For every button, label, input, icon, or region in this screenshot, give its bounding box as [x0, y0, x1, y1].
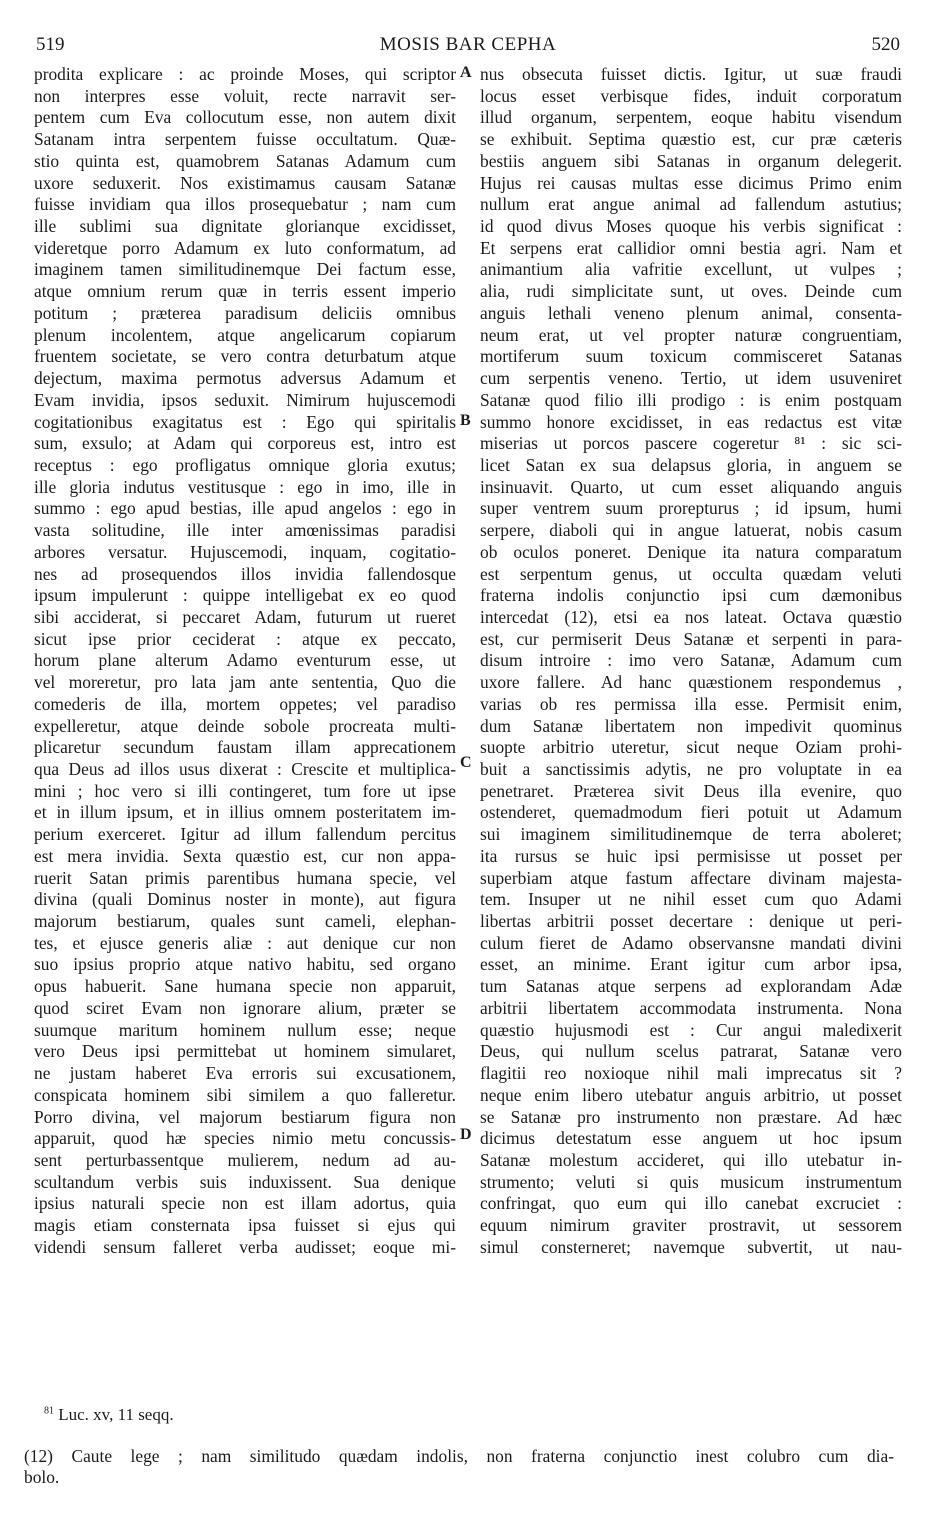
- left-column-line: vel moreretur, pro lata jam ante sententia, Quo die: [34, 672, 456, 693]
- right-column-line: Satanæ molestum accideret, qui illo utebatur in-: [480, 1149, 902, 1170]
- right-column-line: libertas arbitrii posset decertare : denique ut peri-: [480, 911, 902, 932]
- right-column-line: anguis lethali veneno plenum animal, consenta-: [480, 302, 902, 323]
- right-column-line: dum Satanæ libertatem non impedivit quominus: [480, 715, 902, 736]
- left-column-line: scultandum verbis suis induxissent. Sua denique: [34, 1171, 456, 1192]
- left-column-line: quod sciret Evam non ignorare alium, præter se: [34, 997, 456, 1018]
- left-column-line: expelleretur, atque deinde sobole procreata multi-: [34, 715, 456, 736]
- right-column-line: ita rursus se huic ipsi permisisse ut posset per: [480, 845, 902, 866]
- left-column-line: qua Deus ad illos usus dixerat : Crescite et multiplica-: [34, 759, 456, 779]
- left-column-line: sum, exsulo; at Adam qui corporeus est, intro est: [34, 433, 456, 454]
- right-column-line: Satanæ quod filio illi prodigo : is enim postquam: [480, 389, 902, 410]
- right-column-line: tum Satanas atque serpens ad explorandam Adæ: [480, 976, 902, 997]
- left-column-line: stio quinta est, quamobrem Satanas Adamum cum: [34, 150, 456, 171]
- right-column-line: esset, an minime. Erant igitur cum arbor ipsa,: [480, 954, 902, 975]
- right-column-line: est serpentum genus, ut occulta quædam veluti: [480, 563, 902, 584]
- right-column-line: arbitrii libertatem accommodata instrumenta. Nona: [480, 997, 902, 1018]
- left-column-line: imaginem tamen similitudinemque Dei factum esse,: [34, 259, 456, 280]
- margin-letter-b: B: [460, 412, 471, 429]
- right-column-line: disum introire : imo vero Satanæ, Adamum cum: [480, 650, 902, 671]
- margin-letter-a: A: [460, 64, 472, 81]
- left-column-line: comederis de illa, mortem oppetes; vel paradiso: [34, 693, 456, 714]
- left-column-line: uxore seduxerit. Nos existimamus causam Satanæ: [34, 172, 456, 193]
- left-column-line: ne justam haberet Eva erroris sui excusationem,: [34, 1063, 456, 1084]
- right-column-line: nullum erat angue animal ad fallendum astutius;: [480, 194, 902, 215]
- left-column-line: arbores versatur. Hujuscemodi, inquam, cogitatio-: [34, 541, 456, 562]
- footnote-12-line: (12) Caute lege ; nam similitudo quædam indolis, non fraterna conjunctio inest colubro cum dia-: [24, 1446, 894, 1466]
- right-column-line: superbiam atque fastum affectare divinam majesta-: [480, 867, 902, 888]
- right-column-line: se exhibuit. Septima quæstio est, cur præ cæteris: [480, 129, 902, 150]
- left-column-line: ipsius naturali specie non est illam adortus, quia: [34, 1193, 456, 1214]
- right-column-line: nus obsecuta fuisset dictis. Igitur, ut suæ fraudi: [480, 64, 902, 84]
- right-column-line: neum erat, ut vel propter naturæ congruentiam,: [480, 324, 902, 345]
- right-column-line: se Satanæ pro instrumento non præstare. Ad hæc: [480, 1106, 902, 1127]
- left-column-line: pentem cum Eva collocutum esse, non autem dixit: [34, 107, 456, 128]
- left-column-line: summo : ego apud bestias, ille apud angelos : ego in: [34, 498, 456, 519]
- left-column-line: non interpres esse voluit, recte narravit ser-: [34, 85, 456, 106]
- margin-letter-c: C: [460, 754, 472, 771]
- right-column-line: suopte arbitrio uteretur, sicut neque Oziam prohi-: [480, 737, 902, 758]
- right-column-line: est, cur permiserit Deus Satanæ et serpenti in para-: [480, 628, 902, 649]
- right-column-line: flagitii reo noxioque nihil mali imprecatus sit ?: [480, 1063, 902, 1084]
- footnote-marker: 81: [44, 1405, 54, 1417]
- right-column-line: tem. Insuper ut ne nihil esset cum quo Adami: [480, 889, 902, 910]
- right-column-line: serpere, diaboli qui in angue latuerat, nobis casum: [480, 520, 902, 541]
- right-column-line: varias ob res permissa illa esse. Permisit enim,: [480, 693, 902, 714]
- right-column-line: licet Satan ex sua delapsus gloria, in anguem se: [480, 454, 902, 475]
- right-column-line: simul consterneret; navemque subvertit, ut nau-: [480, 1236, 902, 1257]
- right-column-line: fraterna indolis conjunctio ipsi cum dæmonibus: [480, 585, 902, 606]
- right-column-line: bestiis anguem sibi Satanas in organum delegerit.: [480, 150, 902, 171]
- left-column-line: ille sublimi sua dignitate glorianque excidisset,: [34, 216, 456, 237]
- left-column-line: ruerit Satan primis parentibus humana specie, vel: [34, 867, 456, 888]
- left-column-line: ille gloria indutus vestitusque : ego in imo, ille in: [34, 476, 456, 497]
- right-column-line: buit a sanctissimis adytis, ne pro voluptate in ea: [480, 759, 902, 779]
- footnote-81: [44, 1405, 174, 1425]
- left-column-line: vasta solitudine, ille inter amœnissimas paradisi: [34, 520, 456, 541]
- left-column-line: apparuit, quod hæ species nimio metu concussis-: [34, 1128, 456, 1149]
- left-column-line: videndi sensum falleret verba audisset; eoque mi-: [34, 1236, 456, 1257]
- left-column-line: ipsum impulerunt : quippe intelligebat ex eo quod: [34, 585, 456, 606]
- right-column-line: insinuavit. Quarto, ut cum esset aliquando anguis: [480, 476, 902, 497]
- right-column-line: Hujus rei causas multas esse dicimus Primo enim: [480, 172, 902, 193]
- left-column-line: horum plane alterum Adamo eventurum esse, ut: [34, 650, 456, 671]
- margin-letter-d: D: [460, 1126, 472, 1143]
- right-column-line: dicimus detestatum esse anguem ut hoc ipsum: [480, 1128, 902, 1149]
- right-text-column: [480, 64, 902, 1259]
- right-column-line: locus esset verbisque fides, induit corporatum: [480, 85, 902, 106]
- left-column-line: potitum ; præterea paradisum deliciis omnibus: [34, 302, 456, 323]
- left-column-line: prodita explicare : ac proinde Moses, qui scriptor: [34, 64, 456, 84]
- left-column-line: divina (quali Dominus noster in monte), aut figura: [34, 889, 456, 910]
- right-column-line: confringat, quo eum qui illo canebat excruciet :: [480, 1193, 902, 1214]
- right-column-line: summo honore excidisset, in eas redactus est vitæ: [480, 411, 902, 432]
- left-column-line: magis etiam consternata ipsa fuisset si ejus qui: [34, 1215, 456, 1236]
- right-column-line: neque enim libero utebatur anguis arbitrio, ut posset: [480, 1084, 902, 1105]
- footnote-12: [24, 1446, 894, 1488]
- right-column-line: cum serpentis veneno. Tertio, ut idem usuveniret: [480, 368, 902, 389]
- running-title: MOSIS BAR CEPHA: [379, 34, 557, 55]
- right-column-line: alia, rudi simplicitate sunt, ut oves. Deinde cum: [480, 281, 902, 302]
- left-column-line: suumque maritum hominem nullum esse; neque: [34, 1019, 456, 1040]
- left-column-line: et in illum ipsum, et in illius omnem posteritatem im-: [34, 802, 456, 823]
- left-column-line: tes, et ejusce generis aliæ : aut denique cur non: [34, 932, 456, 953]
- left-column-line: nes ad prosequendos illos invidia fallendosque: [34, 563, 456, 584]
- page-header: [36, 34, 900, 58]
- right-column-line: quæstio hujusmodi est : Cur angui maledixerit: [480, 1019, 902, 1040]
- right-column-line: equum nimirum graviter prostravit, ut sessorem: [480, 1215, 902, 1236]
- left-column-line: sicut ipse prior ceciderat : atque ex peccato,: [34, 628, 456, 649]
- left-column-line: videretque porro Adamum ex luto conformatum, ad: [34, 237, 456, 258]
- left-column-line: suo ipsius proprio atque nativo habitu, sed organo: [34, 954, 456, 975]
- footnote-12-line: bolo.: [24, 1467, 60, 1487]
- left-column-line: receptus : ego profligatus omnique gloria exutus;: [34, 454, 456, 475]
- right-column-line: sui imaginem similitudinemque de terra aboleret;: [480, 824, 902, 845]
- right-column-line: id quod divus Moses quoque his verbis significat :: [480, 216, 902, 237]
- page-number-right: 520: [871, 34, 900, 55]
- left-column-line: fuisse invidiam qua illos prosequebatur ; nam cum: [34, 194, 456, 215]
- left-column-line: opus habuerit. Sane humana specie non apparuit,: [34, 976, 456, 997]
- footnote-text: Luc. xv, 11 seqq.: [58, 1405, 174, 1424]
- left-column-line: perium exerceret. Igitur ad illum fallendum percitus: [34, 824, 456, 845]
- right-column-line: Et serpens erat callidior omni bestia agri. Nam et: [480, 237, 902, 258]
- right-column-line: Deus, qui nullum scelus patrarat, Satanæ vero: [480, 1041, 902, 1062]
- right-column-line: mortiferum suum toxicum commisceret Satanas: [480, 346, 902, 367]
- left-column-line: sent perturbassentque mulierem, nedum ad au-: [34, 1149, 456, 1170]
- right-column-line: ostenderet, quemadmodum fieri potuit ut Adamum: [480, 802, 902, 823]
- right-column-line: miserias ut porcos pascere cogeretur ⁸¹ : sic sci-: [480, 433, 902, 454]
- left-column-line: Satanam intra serpentem fuisse occultatum. Quæ-: [34, 129, 456, 150]
- left-column-line: conspicata hominem sibi similem a quo falleretur.: [34, 1084, 456, 1105]
- left-column-line: Porro divina, vel majorum bestiarum figura non: [34, 1106, 456, 1127]
- right-column-line: uxore fallere. Ad hanc quæstionem respondemus ,: [480, 672, 902, 693]
- left-column-line: atque omnium rerum quæ in terris essent imperio: [34, 281, 456, 302]
- left-column-line: dejectum, maxima permotus adversus Adamum et: [34, 368, 456, 389]
- right-column-line: strumento; veluti si quis musicum instrumentum: [480, 1171, 902, 1192]
- right-column-line: culum fieret de Adamo observansne mandati divini: [480, 932, 902, 953]
- right-column-line: ob oculos poneret. Denique ita natura comparatum: [480, 541, 902, 562]
- page-number-left: 519: [36, 34, 65, 55]
- left-column-line: vero Deus ipsi permittebat ut hominem simularet,: [34, 1041, 456, 1062]
- left-column-line: fruentem societate, se vero contra deturbatum atque: [34, 346, 456, 367]
- left-column-line: plicaretur secundum faustam illam apprecationem: [34, 737, 456, 758]
- left-column-line: sibi acciderat, si peccaret Adam, futurum ut rueret: [34, 606, 456, 627]
- right-column-line: intercedat (12), etsi ea nos lateat. Octava quæstio: [480, 606, 902, 627]
- right-column-line: penetraret. Præterea sivit Deus illa evenire, quo: [480, 780, 902, 801]
- left-column-line: majorum bestiarum, quales sunt cameli, elephan-: [34, 911, 456, 932]
- right-column-line: super ventrem suum prorepturus ; id ipsum, humi: [480, 498, 902, 519]
- left-column-line: Evam invidia, ipsos seduxit. Nimirum hujuscemodi: [34, 389, 456, 410]
- left-text-column: [34, 64, 456, 1259]
- left-column-line: cogitationibus exagitatus est : Ego qui spiritalis: [34, 411, 456, 432]
- right-column-line: illud organum, serpentem, eoque habitu visendum: [480, 107, 902, 128]
- right-column-line: animantium alia vafritie excellunt, ut vulpes ;: [480, 259, 902, 280]
- left-column-line: mini ; hoc vero si illi contingeret, tum fore ut ipse: [34, 780, 456, 801]
- left-column-line: est mera invidia. Sexta quæstio est, cur non appa-: [34, 845, 456, 866]
- left-column-line: plenum incolentem, atque angelicarum copiarum: [34, 324, 456, 345]
